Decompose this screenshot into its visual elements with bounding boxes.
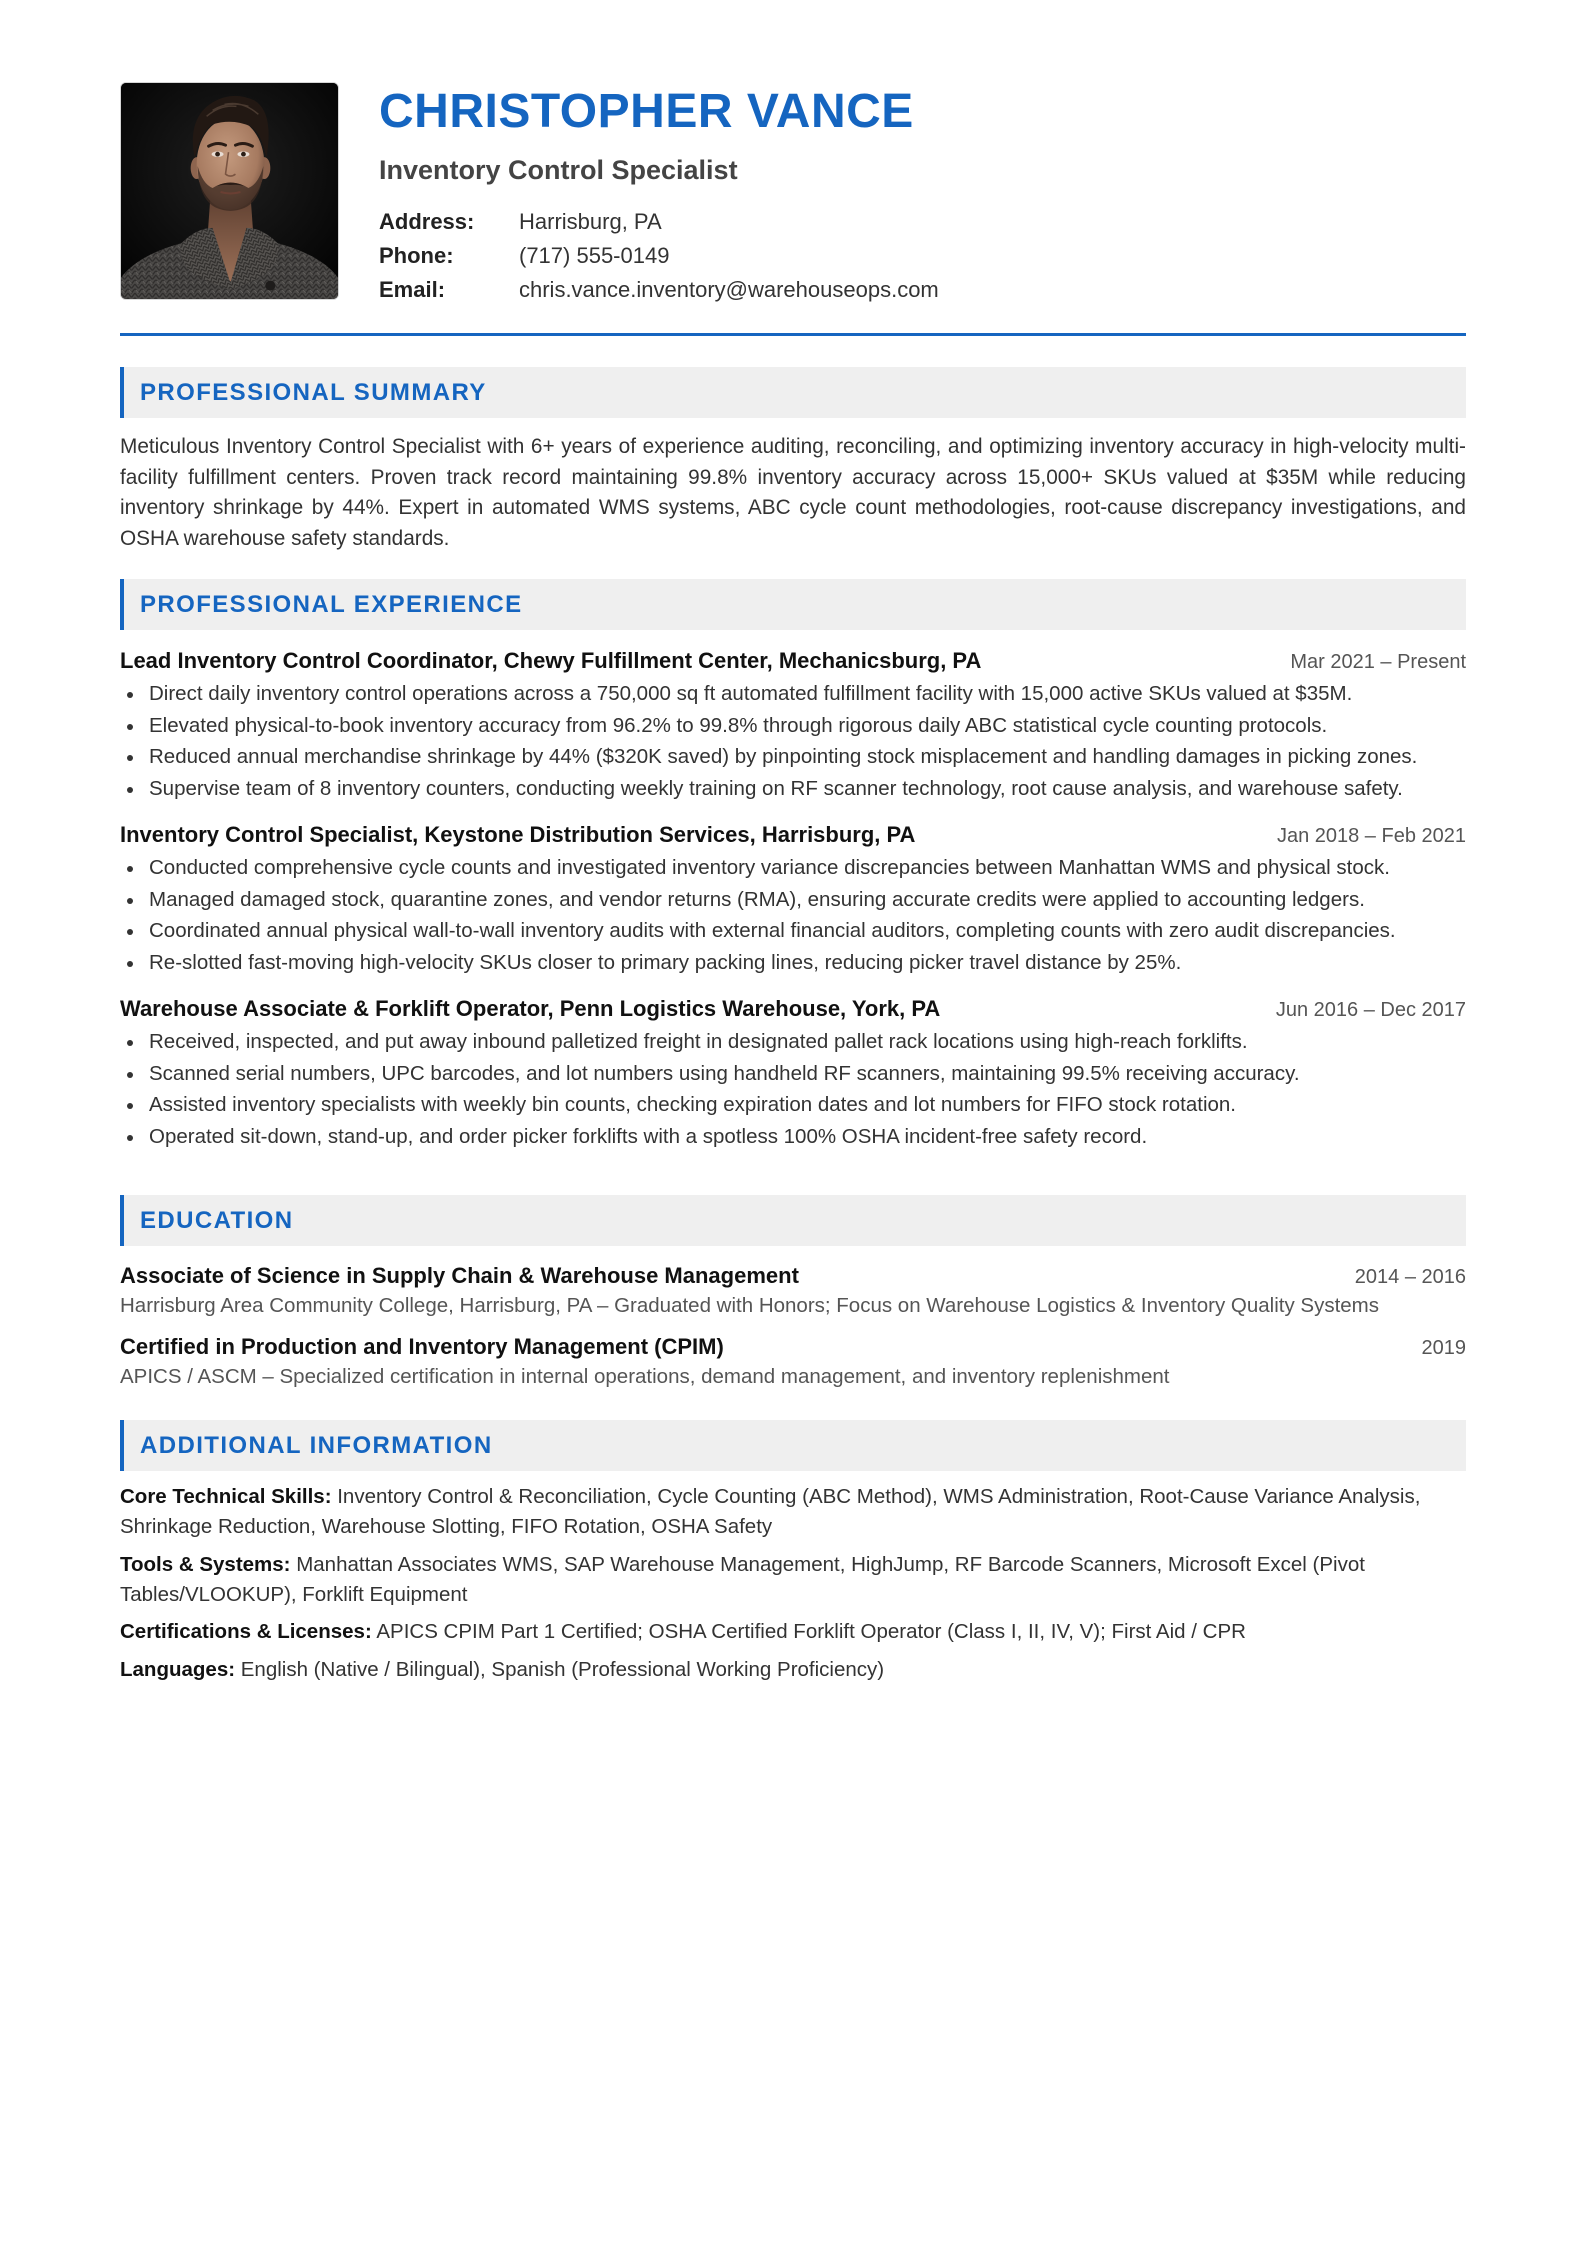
list-item: Scanned serial numbers, UPC barcodes, and lot numbers using handheld RF scanners, maintaining 99.5% receiving accuracy. <box>120 1058 1466 1090</box>
list-item: Reduced annual merchandise shrinkage by 44% ($320K saved) by pinpointing stock misplacement and handling damages in picking zones. <box>120 741 1466 773</box>
profile-photo <box>120 82 339 300</box>
section-heading: PROFESSIONAL SUMMARY <box>120 367 1466 418</box>
education-detail: Harrisburg Area Community College, Harrisburg, PA – Graduated with Honors; Focus on Warehouse Logistics & Inventory Quality Systems <box>120 1294 1380 1317</box>
education-detail: APICS / ASCM – Specialized certification in internal operations, demand management, and inventory replenishment <box>120 1365 1170 1388</box>
list-item: Received, inspected, and put away inbound palletized freight in designated pallet rack locations using high-reach forklifts. <box>120 1026 1466 1058</box>
summary-section <box>120 367 1466 554</box>
contact-email <box>379 273 1379 307</box>
info-value: Inventory Control & Reconciliation, Cycle Counting (ABC Method), WMS Administration, Root-Cause Variance Analysis, Shrinkage Reduction, Warehouse Slotting, FIFO Rotation, OSHA Safety <box>120 1485 1421 1538</box>
list-item: Direct daily inventory control operations across a 750,000 sq ft automated fulfillment facility with 15,000 active SKUs valued at $35M. <box>120 678 1466 710</box>
job-header <box>120 820 1466 850</box>
degree-title: Certified in Production and Inventory Management (CPIM) <box>120 1334 724 1359</box>
list-item: Re-slotted fast-moving high-velocity SKUs closer to primary packing lines, reducing picker travel distance by 25%. <box>120 947 1466 979</box>
list-item: Assisted inventory specialists with weekly bin counts, checking expiration dates and lot numbers for FIFO stock rotation. <box>120 1089 1466 1121</box>
education-dates: 2014 – 2016 <box>1354 1266 1466 1288</box>
list-item: Conducted comprehensive cycle counts and investigated inventory variance discrepancies between Manhattan WMS and physical stock. <box>120 852 1466 884</box>
education-entry <box>120 1261 1466 1321</box>
section-heading: ADDITIONAL INFORMATION <box>120 1420 1466 1471</box>
info-label: Core Technical Skills: <box>120 1485 332 1508</box>
info-label: Tools & Systems: <box>120 1552 291 1576</box>
job-dates: Jan 2018 – Feb 2021 <box>1276 825 1466 847</box>
contact-value: chris.vance.inventory@warehouseops.com <box>519 277 939 302</box>
portrait-photo-icon <box>121 83 338 299</box>
info-item-languages <box>120 1655 1466 1685</box>
contact-value: (717) 555-0149 <box>519 243 670 268</box>
contact-label: Email: <box>379 277 446 302</box>
education-section <box>120 1195 1466 1392</box>
job-bullets <box>120 1026 1466 1152</box>
job-entry <box>120 646 1466 804</box>
education-header <box>120 1261 1466 1291</box>
job-entry <box>120 994 1466 1152</box>
info-label: Certifications & Licenses: <box>120 1620 372 1643</box>
job-header <box>120 994 1466 1024</box>
header-divider <box>120 333 1466 336</box>
list-item: Supervise team of 8 inventory counters, conducting weekly training on RF scanner technology, root cause analysis, and warehouse safety. <box>120 773 1466 805</box>
education-dates: 2019 <box>1421 1337 1466 1359</box>
job-title: Warehouse Associate & Forklift Operator, Penn Logistics Warehouse, York, PA <box>120 996 941 1021</box>
section-heading: PROFESSIONAL EXPERIENCE <box>120 579 1466 630</box>
job-dates: Mar 2021 – Present <box>1290 651 1466 673</box>
job-title: Lead Inventory Control Coordinator, Chewy Fulfillment Center, Mechanicsburg, PA <box>120 648 982 673</box>
contact-label: Phone: <box>379 243 454 268</box>
additional-info-section <box>120 1420 1466 1685</box>
info-label: Languages: <box>120 1657 236 1681</box>
header-text <box>379 83 1379 307</box>
job-bullets <box>120 852 1466 978</box>
candidate-name: CHRISTOPHER VANCE <box>379 85 914 138</box>
info-value: Manhattan Associates WMS, SAP Warehouse Management, HighJump, RF Barcode Scanners, Microsoft Excel (Pivot Tables/VLOOKUP), Forklift Equipment <box>120 1552 1365 1606</box>
education-header <box>120 1332 1466 1362</box>
resume-header <box>120 82 1466 300</box>
contact-address <box>379 205 1379 239</box>
info-item-skills <box>120 1482 1466 1542</box>
job-dates: Jun 2016 – Dec 2017 <box>1275 999 1466 1021</box>
list-item: Operated sit-down, stand-up, and order picker forklifts with a spotless 100% OSHA incident-free safety record. <box>120 1121 1466 1153</box>
contact-phone <box>379 239 1379 273</box>
list-item: Managed damaged stock, quarantine zones, and vendor returns (RMA), ensuring accurate credits were applied to accounting ledgers. <box>120 884 1466 916</box>
section-heading: EDUCATION <box>120 1195 1466 1246</box>
contact-label: Address: <box>379 209 475 234</box>
list-item: Coordinated annual physical wall-to-wall inventory audits with external financial auditors, completing counts with zero audit discrepancies. <box>120 915 1466 947</box>
info-value: APICS CPIM Part 1 Certified; OSHA Certified Forklift Operator (Class I, II, IV, V); First Aid / CPR <box>376 1620 1246 1643</box>
job-bullets <box>120 678 1466 804</box>
job-title: Inventory Control Specialist, Keystone Distribution Services, Harrisburg, PA <box>120 822 916 847</box>
contact-info <box>379 205 1379 307</box>
contact-value: Harrisburg, PA <box>519 209 662 234</box>
education-entry <box>120 1332 1466 1392</box>
info-item-certifications <box>120 1617 1466 1647</box>
additional-info-list <box>120 1482 1466 1685</box>
job-entry <box>120 820 1466 978</box>
summary-paragraph: Meticulous Inventory Control Specialist with 6+ years of experience auditing, reconciling, and optimizing inventory accuracy in high-velocity multi-facility fulfillment centers. Proven track record maintaining 99.8% inventory accuracy across 15,000+ SKUs valued at $35M while reducing inventory shrinkage by 44%. Expert in automated WMS systems, ABC cycle count methodologies, root-cause discrepancy investigations, and OSHA warehouse safety standards. <box>120 435 1466 550</box>
experience-section <box>120 579 1466 1152</box>
job-header <box>120 646 1466 676</box>
info-value: English (Native / Bilingual), Spanish (Professional Working Proficiency) <box>240 1657 885 1681</box>
degree-title: Associate of Science in Supply Chain & Warehouse Management <box>120 1263 799 1288</box>
job-title-headline: Inventory Control Specialist <box>379 155 738 185</box>
info-item-tools <box>120 1550 1466 1610</box>
list-item: Elevated physical-to-book inventory accuracy from 96.2% to 99.8% through rigorous daily ABC statistical cycle counting protocols. <box>120 710 1466 742</box>
